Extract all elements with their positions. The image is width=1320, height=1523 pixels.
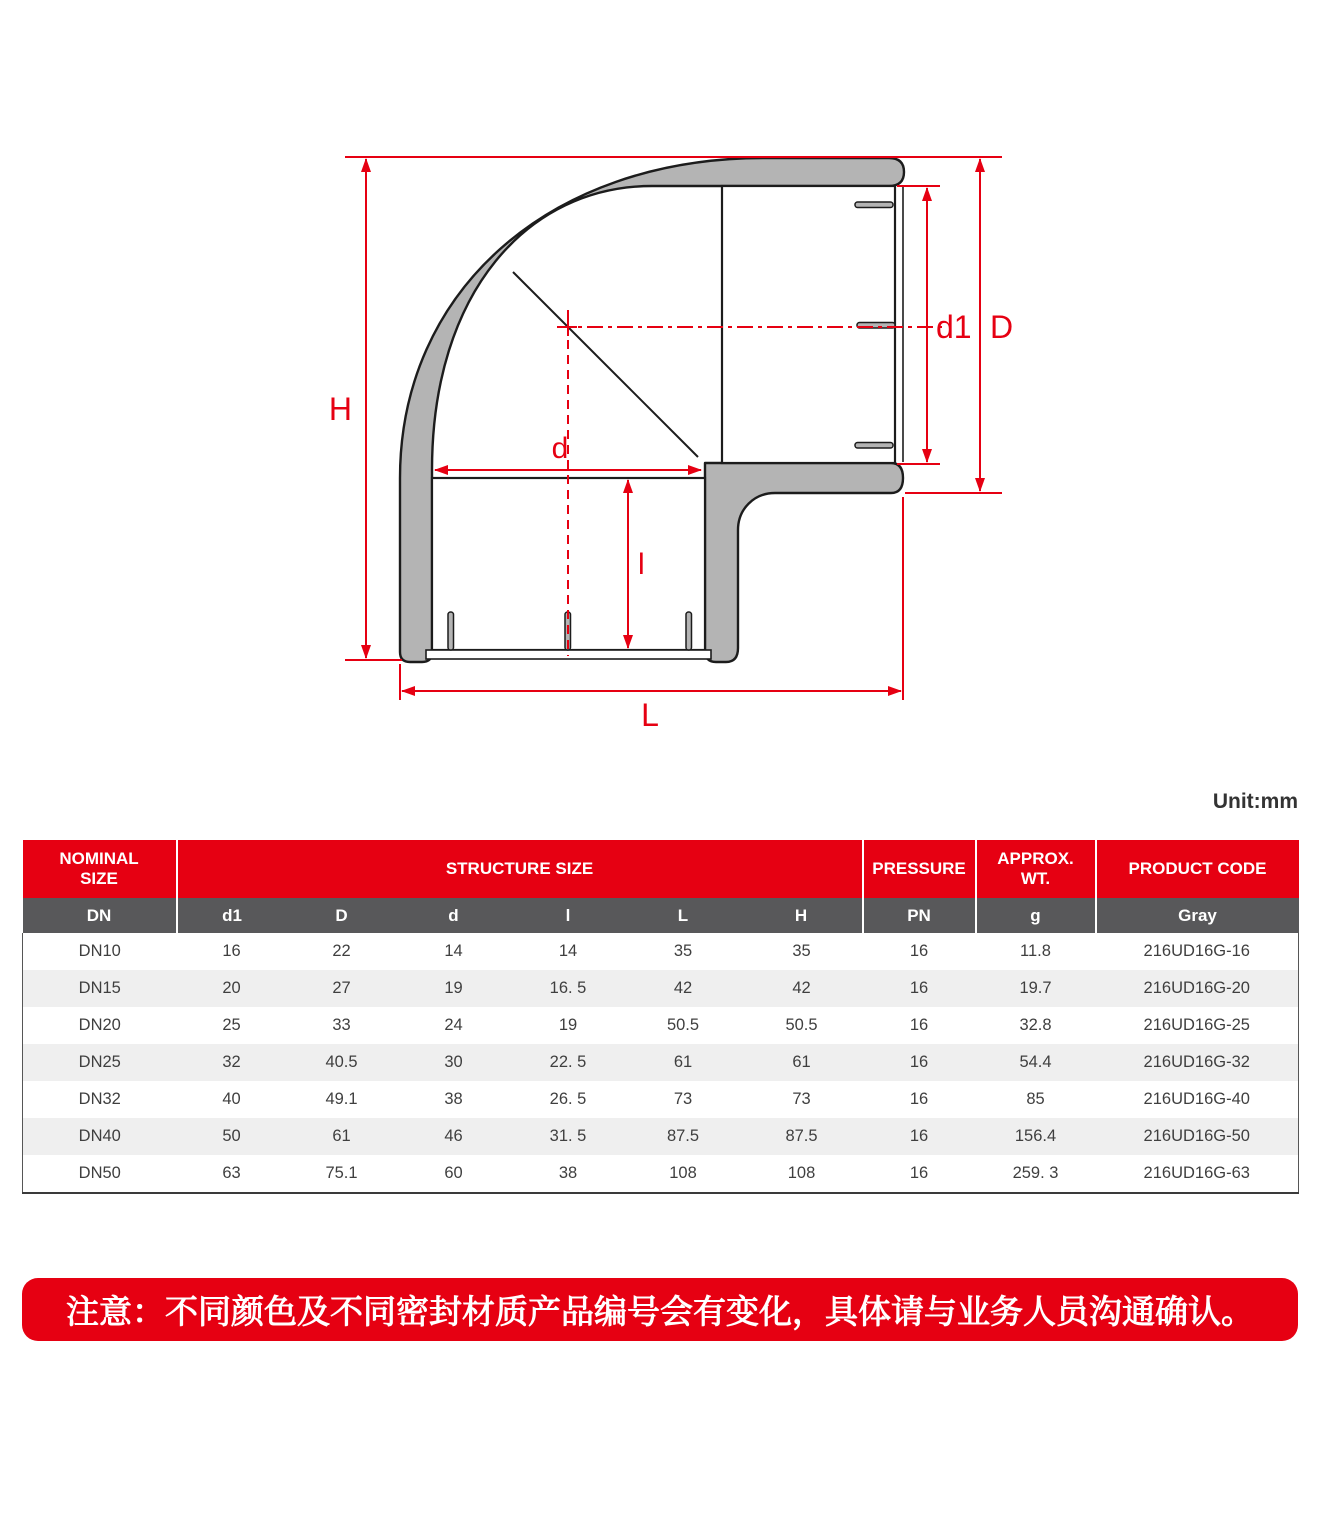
subheader-l: l <box>511 898 626 933</box>
table-cell: 73 <box>626 1081 741 1118</box>
unit-label: Unit:mm <box>1212 790 1298 813</box>
bottom-socket-rim <box>426 650 711 659</box>
table-cell: 61 <box>741 1044 863 1081</box>
table-cell: 108 <box>741 1155 863 1193</box>
header-product-code: PRODUCT CODE <box>1096 840 1299 898</box>
label-l: l <box>638 548 645 581</box>
table-cell: 75.1 <box>287 1155 397 1193</box>
table-cell: 16 <box>863 1081 976 1118</box>
table-cell: 32.8 <box>976 1007 1096 1044</box>
header-nominal-size: NOMINAL SIZE <box>23 840 177 898</box>
subheader-D: D <box>287 898 397 933</box>
subheader-gray: Gray <box>1096 898 1299 933</box>
header-structure-size: STRUCTURE SIZE <box>177 840 863 898</box>
table-cell: 216UD16G-16 <box>1096 933 1299 970</box>
row-dn: DN50 <box>23 1155 177 1193</box>
table-body <box>23 933 1299 1193</box>
spec-table <box>22 840 1299 1194</box>
subheader-g: g <box>976 898 1096 933</box>
table-cell: 60 <box>397 1155 511 1193</box>
table-cell: 25 <box>177 1007 287 1044</box>
table-cell: 54.4 <box>976 1044 1096 1081</box>
subheader-dn: DN <box>23 898 177 933</box>
table-cell: 216UD16G-40 <box>1096 1081 1299 1118</box>
header-pressure: PRESSURE <box>863 840 976 898</box>
table-cell: 108 <box>626 1155 741 1193</box>
table-cell: 35 <box>626 933 741 970</box>
table-cell: 216UD16G-32 <box>1096 1044 1299 1081</box>
table-cell: 216UD16G-63 <box>1096 1155 1299 1193</box>
table-cell: 42 <box>741 970 863 1007</box>
table-cell: 87.5 <box>741 1118 863 1155</box>
header-approx-wt: APPROX. WT. <box>976 840 1096 898</box>
table-cell: 16 <box>863 1155 976 1193</box>
table-cell: 50.5 <box>741 1007 863 1044</box>
table-row <box>23 1007 1299 1044</box>
miter-line <box>513 272 698 457</box>
table-cell: 85 <box>976 1081 1096 1118</box>
table-cell: 61 <box>626 1044 741 1081</box>
table-cell: 11.8 <box>976 933 1096 970</box>
table-cell: 16 <box>863 933 976 970</box>
subheader-d: d <box>397 898 511 933</box>
table-cell: 32 <box>177 1044 287 1081</box>
subheader-L: L <box>626 898 741 933</box>
table-cell: 27 <box>287 970 397 1007</box>
label-d1: d1 <box>936 309 972 345</box>
table-cell: 31. 5 <box>511 1118 626 1155</box>
table-cell: 19 <box>511 1007 626 1044</box>
table-row <box>23 1081 1299 1118</box>
table-cell: 216UD16G-25 <box>1096 1007 1299 1044</box>
subheader-PN: PN <box>863 898 976 933</box>
row-dn: DN25 <box>23 1044 177 1081</box>
table-cell: 19.7 <box>976 970 1096 1007</box>
label-d: d <box>551 432 569 465</box>
table-subheaders <box>23 898 1299 933</box>
table-cell: 38 <box>511 1155 626 1193</box>
table-cell: 216UD16G-20 <box>1096 970 1299 1007</box>
table-cell: 40 <box>177 1081 287 1118</box>
table-cell: 156.4 <box>976 1118 1096 1155</box>
table-cell: 33 <box>287 1007 397 1044</box>
table-cell: 73 <box>741 1081 863 1118</box>
table-cell: 30 <box>397 1044 511 1081</box>
table-cell: 49.1 <box>287 1081 397 1118</box>
row-dn: DN15 <box>23 970 177 1007</box>
table-cell: 26. 5 <box>511 1081 626 1118</box>
table-cell: 14 <box>511 933 626 970</box>
table-cell: 35 <box>741 933 863 970</box>
table-cell: 38 <box>397 1081 511 1118</box>
table-cell: 16 <box>863 1044 976 1081</box>
table-cell: 22. 5 <box>511 1044 626 1081</box>
table-cell: 16 <box>177 933 287 970</box>
table-cell: 40.5 <box>287 1044 397 1081</box>
table-cell: 20 <box>177 970 287 1007</box>
table-cell: 16 <box>863 1007 976 1044</box>
elbow-technical-drawing <box>0 0 1320 760</box>
table-row <box>23 933 1299 970</box>
subheader-d1: d1 <box>177 898 287 933</box>
elbow-inner-corner <box>705 463 903 662</box>
table-cell: 259. 3 <box>976 1155 1096 1193</box>
table-cell: 16 <box>863 1118 976 1155</box>
table-cell: 42 <box>626 970 741 1007</box>
label-L: L <box>641 697 659 733</box>
subheader-H: H <box>741 898 863 933</box>
table-cell: 16. 5 <box>511 970 626 1007</box>
table-row <box>23 1118 1299 1155</box>
table-cell: 16 <box>863 970 976 1007</box>
table-cell: 50 <box>177 1118 287 1155</box>
table-cell: 87.5 <box>626 1118 741 1155</box>
table-cell: 46 <box>397 1118 511 1155</box>
table-header-groups <box>23 840 1299 898</box>
table-row <box>23 1044 1299 1081</box>
row-dn: DN32 <box>23 1081 177 1118</box>
table-cell: 14 <box>397 933 511 970</box>
table-cell: 19 <box>397 970 511 1007</box>
table-cell: 24 <box>397 1007 511 1044</box>
table-cell: 61 <box>287 1118 397 1155</box>
label-D: D <box>990 309 1014 345</box>
notice-banner <box>22 1278 1298 1341</box>
label-H: H <box>328 391 352 427</box>
table-cell: 22 <box>287 933 397 970</box>
table-cell: 50.5 <box>626 1007 741 1044</box>
row-dn: DN40 <box>23 1118 177 1155</box>
table-row <box>23 970 1299 1007</box>
row-dn: DN20 <box>23 1007 177 1044</box>
table-cell: 63 <box>177 1155 287 1193</box>
table-row <box>23 1155 1299 1193</box>
notice-text: 注意：不同颜色及不同密封材质产品编号会有变化，具体请与业务人员沟通确认。 <box>66 1293 1254 1330</box>
table-cell: 216UD16G-50 <box>1096 1118 1299 1155</box>
row-dn: DN10 <box>23 933 177 970</box>
